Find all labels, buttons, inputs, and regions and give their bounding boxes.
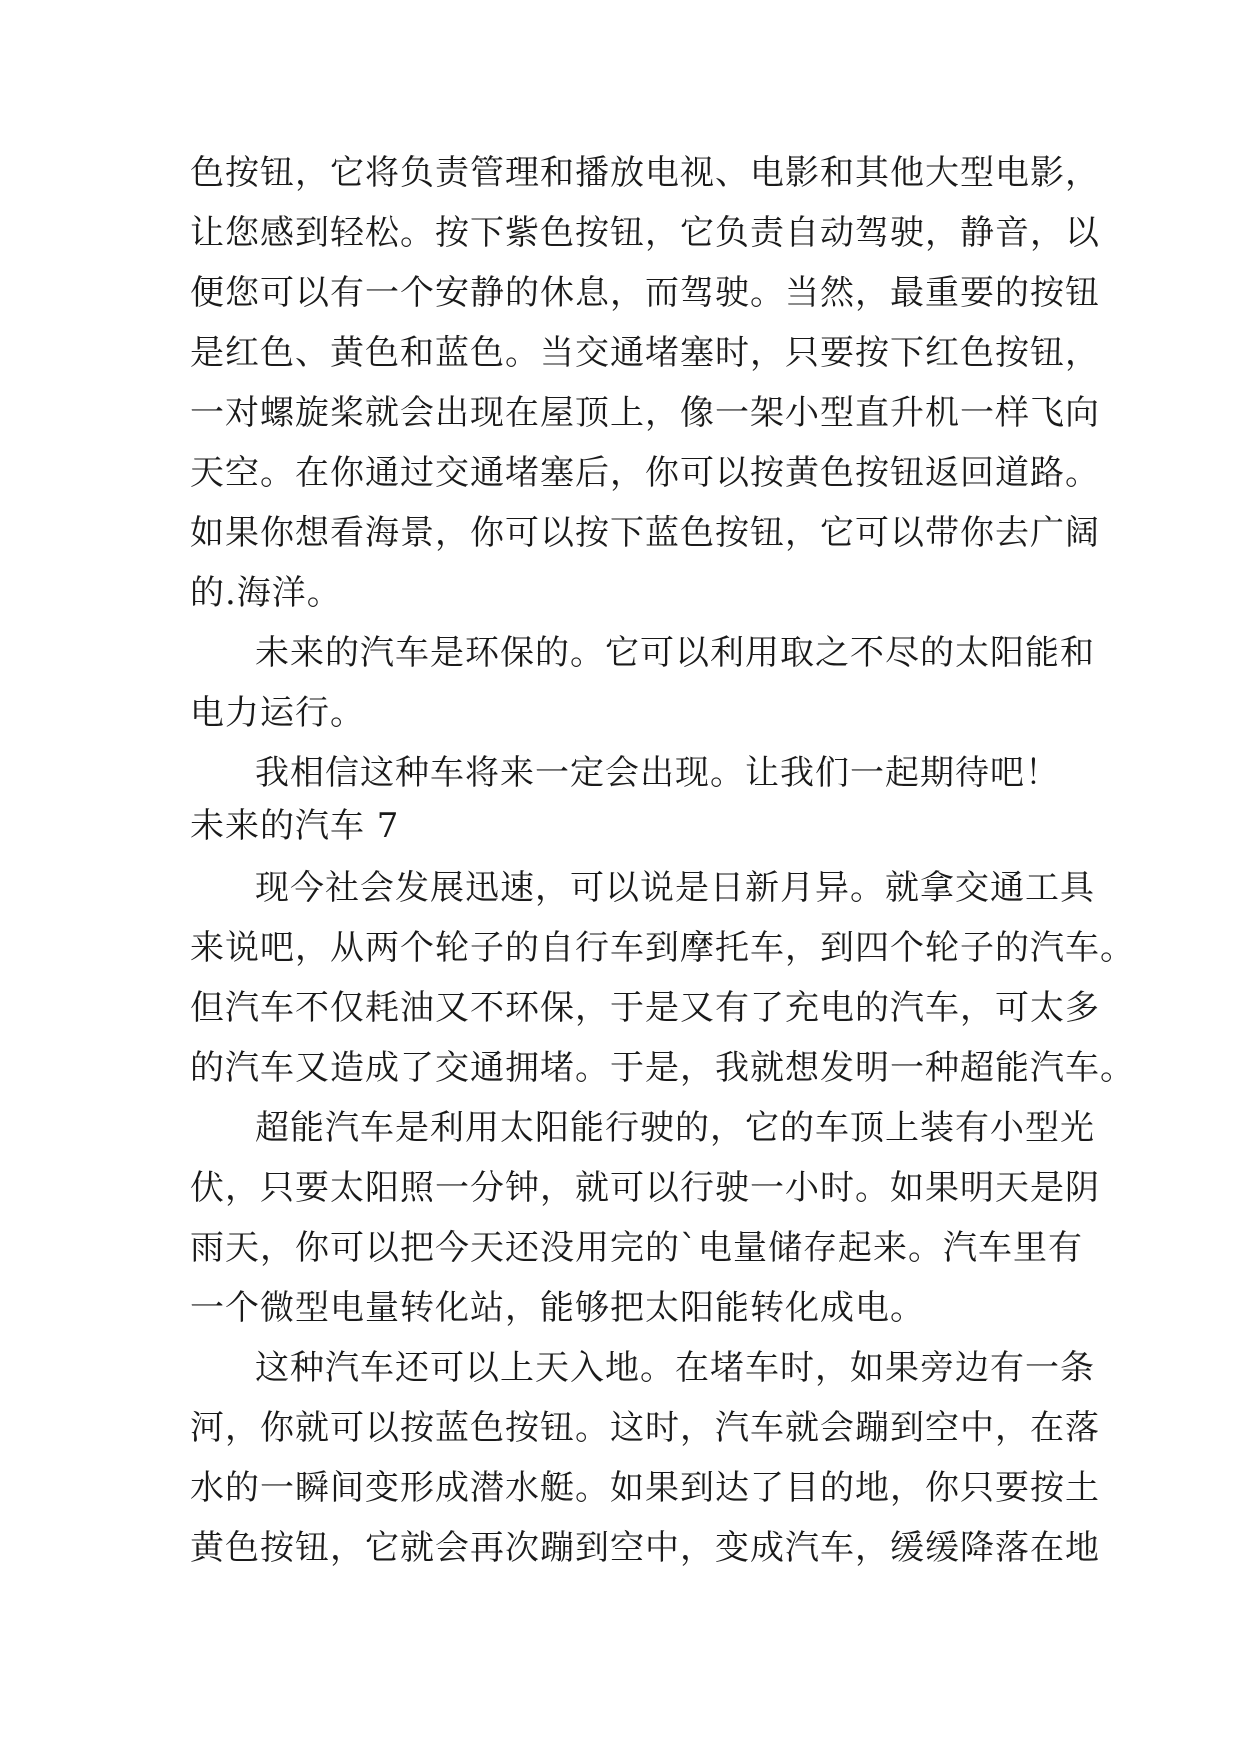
paragraph-start-line: 这种汽车还可以上天入地。在堵车时，如果旁边有一条 xyxy=(255,1348,1095,1388)
paragraph-start-line: 现今社会发展迅速，可以说是日新月异。就拿交通工具 xyxy=(255,868,1095,908)
paragraph-start-line: 超能汽车是利用太阳能行驶的，它的车顶上装有小型光 xyxy=(255,1108,1095,1148)
text-line: 的汽车又造成了交通拥堵。于是，我就想发明一种超能汽车。 xyxy=(190,1048,1135,1088)
text-line: 但汽车不仅耗油又不环保，于是又有了充电的汽车，可太多 xyxy=(190,988,1100,1028)
text-line: 一对螺旋桨就会出现在屋顶上，像一架小型直升机一样飞向 xyxy=(190,393,1100,433)
text-line: 伏，只要太阳照一分钟，就可以行驶一小时。如果明天是阴 xyxy=(190,1168,1100,1208)
text-line: 便您可以有一个安静的休息，而驾驶。当然，最重要的按钮 xyxy=(190,273,1100,313)
text-line: 黄色按钮，它就会再次蹦到空中，变成汽车，缓缓降落在地 xyxy=(190,1528,1100,1568)
text-line: 是红色、黄色和蓝色。当交通堵塞时，只要按下红色按钮， xyxy=(190,333,1100,373)
text-line: 的.海洋。 xyxy=(190,573,342,613)
text-line: 色按钮，它将负责管理和播放电视、电影和其他大型电影， xyxy=(190,153,1100,193)
text-line: 电力运行。 xyxy=(190,693,365,733)
text-line: 雨天，你可以把今天还没用完的`电量储存起来。汽车里有 xyxy=(190,1228,1083,1268)
section-heading: 未来的汽车 7 xyxy=(190,806,400,846)
text-line: 天空。在你通过交通堵塞后，你可以按黄色按钮返回道路。 xyxy=(190,453,1100,493)
text-line: 河，你就可以按蓝色按钮。这时，汽车就会蹦到空中，在落 xyxy=(190,1408,1100,1448)
paragraph-start-line: 未来的汽车是环保的。它可以利用取之不尽的太阳能和 xyxy=(255,633,1095,673)
text-line: 如果你想看海景，你可以按下蓝色按钮，它可以带你去广阔 xyxy=(190,513,1100,553)
text-line: 水的一瞬间变形成潜水艇。如果到达了目的地，你只要按土 xyxy=(190,1468,1100,1508)
text-line: 让您感到轻松。按下紫色按钮，它负责自动驾驶，静音，以 xyxy=(190,213,1100,253)
paragraph-start-line: 我相信这种车将来一定会出现。让我们一起期待吧！ xyxy=(255,753,1060,793)
text-line: 一个微型电量转化站，能够把太阳能转化成电。 xyxy=(190,1288,925,1328)
text-line: 来说吧，从两个轮子的自行车到摩托车，到四个轮子的汽车。 xyxy=(190,928,1135,968)
